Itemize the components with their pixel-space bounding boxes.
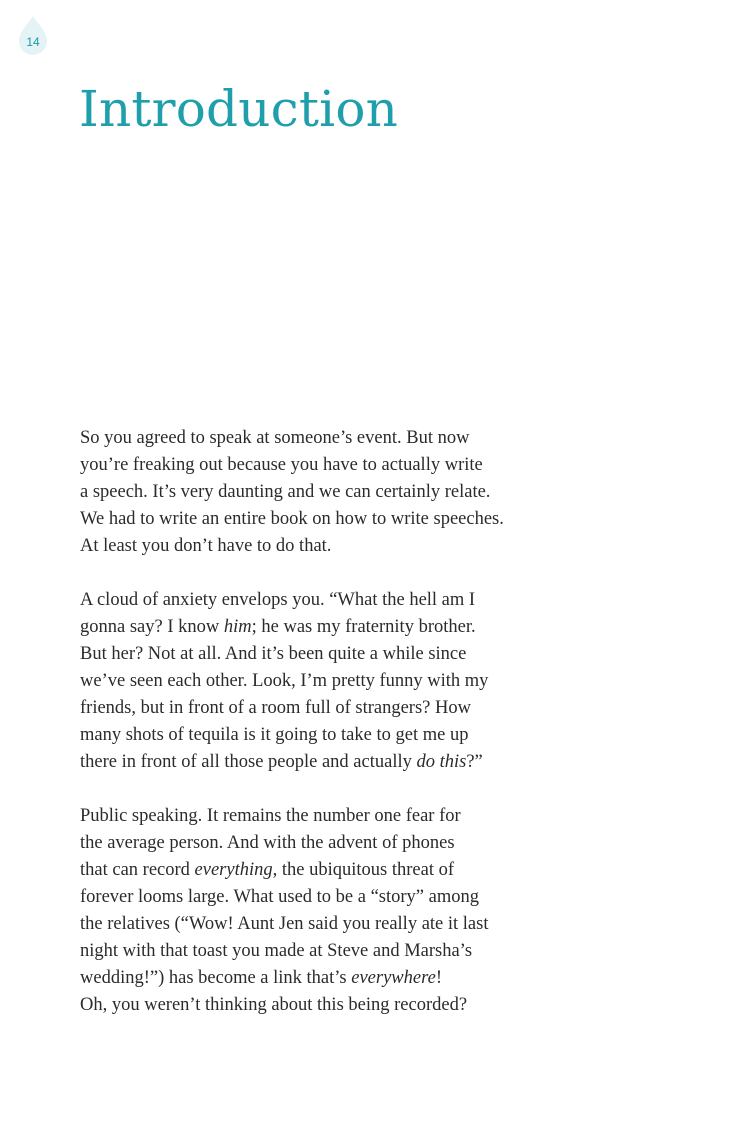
emphasis-text: do this [416,752,467,772]
text-line [80,506,560,533]
text-line [80,479,560,506]
text-line [80,830,560,857]
text-run: we’ve seen each other. Look, I’m pretty funny with my [80,671,489,691]
text-line [80,695,560,722]
page-number-badge [18,16,48,56]
text-run: gonna say? I know [80,617,224,637]
text-line [80,884,560,911]
text-line [80,452,560,479]
text-line [80,668,560,695]
text-run: there in front of all those people and actually [80,752,417,772]
text-run: At least you don’t have to do that. [80,536,332,556]
text-run: friends, but in front of a room full of strangers? How [80,698,471,718]
text-line [80,614,560,641]
text-line [80,857,560,884]
page-number: 14 [26,35,40,49]
text-run: Public speaking. It remains the number one fear for [80,806,461,826]
text-line [80,587,560,614]
text-run: wedding!”) has become a link that’s [80,968,352,988]
paragraph [80,803,560,1019]
text-run: ; he was my fraternity brother. [251,617,476,637]
text-line [80,803,560,830]
text-run: that can record [80,860,195,880]
text-line [80,533,560,560]
body-text [80,425,560,1046]
text-run: many shots of tequila is it going to take to get me up [80,725,469,745]
emphasis-text: everywhere [351,968,436,988]
text-run: night with that toast you made at Steve and Marsha’s [80,941,473,961]
text-line [80,641,560,668]
text-run: We had to write an entire book on how to write speeches. [80,509,504,529]
text-line [80,911,560,938]
text-line [80,938,560,965]
text-line [80,425,560,452]
text-run: the average person. And with the advent of phones [80,833,455,853]
text-run: Oh, you weren’t thinking about this being recorded? [80,995,468,1015]
text-run: So you agreed to speak at someone’s event. But now [80,428,470,448]
text-run: you’re freaking out because you have to actually write [80,455,483,475]
text-run: the relatives (“Wow! Aunt Jen said you really ate it last [80,914,489,934]
text-line [80,722,560,749]
emphasis-text: him [223,617,252,637]
text-line [80,965,560,992]
emphasis-text: everything [194,860,273,880]
chapter-title: Introduction [79,80,399,138]
text-run: A cloud of anxiety envelops you. “What the hell am I [80,590,476,610]
text-run: But her? Not at all. And it’s been quite a while since [80,644,467,664]
paragraph [80,425,560,560]
text-run: , the ubiquitous threat of [272,860,454,880]
text-line [80,749,560,776]
text-run: ?” [466,752,483,772]
text-line [80,992,560,1019]
text-run: a speech. It’s very daunting and we can certainly relate. [80,482,491,502]
text-run: ! [435,968,442,988]
paragraph [80,587,560,776]
text-run: forever looms large. What used to be a “story” among [80,887,479,907]
